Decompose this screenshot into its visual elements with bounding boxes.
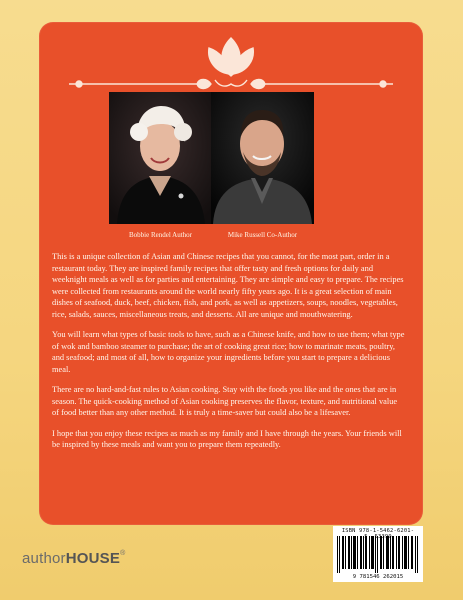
paragraph: I hope that you enjoy these recipes as much as my family and I have through the years. Your friends will be inspired by these meals and want you to prepare them repeatedly.: [52, 428, 402, 449]
barcode-bars-icon: [336, 536, 420, 573]
paragraph: You will learn what types of basic tools to have, such as a Chinese knife, and how to use them; what type of wok and bamboo steamer to purchase; the art of cooking great rice; how to marinate meats, poultry, and seafood; and most of all, how to organize your ingredients before you start to prepare a delicious meal.: [52, 330, 405, 374]
author-caption: Bobbie Rendel Author: [129, 231, 192, 239]
leaf-ornament-icon: [39, 30, 423, 100]
description-text: [52, 251, 406, 460]
isbn-barcode: [333, 526, 423, 582]
author-photo-mike: [211, 92, 314, 224]
publisher-logo-part1: author: [22, 550, 66, 567]
registered-mark: ®: [120, 550, 126, 557]
isbn-text: ISBN 978-1-5462-6201-: [336, 528, 420, 540]
publisher-logo-part2: HOUSE: [65, 550, 121, 567]
author-photo-bobbie: [109, 92, 212, 224]
publisher-logo: [22, 550, 125, 567]
barcode-number: 9 781546 262015: [352, 574, 404, 580]
paragraph: This is a unique collection of Asian and Chinese recipes that you cannot, for the most part, order in a restaurant today. They are inspired family recipes that offer tasty and fresh options for daily and weeknight meals as well as for parties and entertaining. They are simple and easy to prepare. The recipes were collected from restaurants around the world nearly fifty years ago. It is a great selection of main dishes of seafood, duck, beef, chicken, fish, and pork, as well as appetizers, soups, noodles, vegetables, rice, salads, sauces, miscellaneous treats, and desserts. All are unique and mouthwatering.: [52, 252, 404, 319]
coauthor-caption: Mike Russell Co-Author: [227, 231, 298, 239]
paragraph: There are no hard-and-fast rules to Asian cooking. Stay with the foods you like and the ones that are in season. The quick-cooking method of Asian cooking preserves the flavor, texture, and nutritional value of food better than any other method. It is truly a time-saver but could also be a lifesaver.: [52, 385, 398, 417]
